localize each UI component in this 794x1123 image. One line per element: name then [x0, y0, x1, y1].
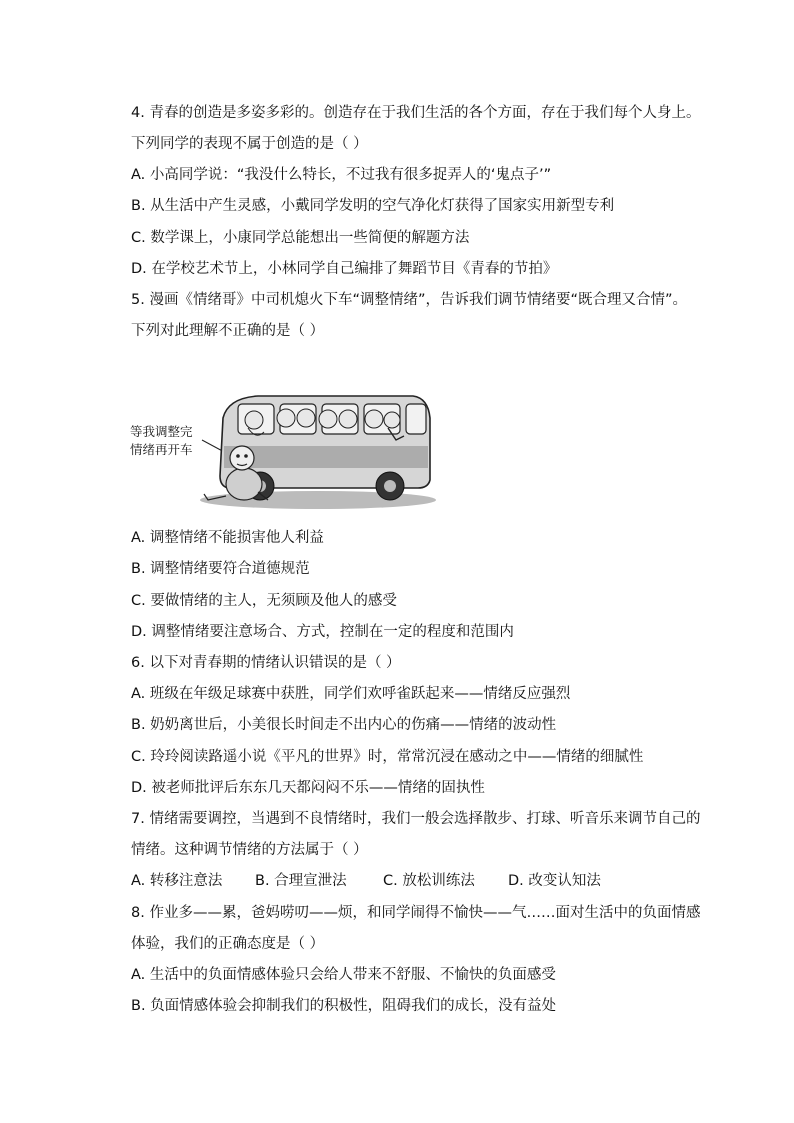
q7-option-c: C. 放松训练法 [383, 873, 475, 889]
cartoon-caption-line1: 等我调整完 [130, 424, 193, 439]
bus-stripe [224, 446, 428, 468]
q5-option-c: C. 要做情绪的主人，无须顾及他人的感受 [131, 593, 397, 609]
q8-stem-line1: 8. 作业多——累，爸妈唠叨——烦，和同学闹得不愉快——气……面对生活中的负面情感 [131, 905, 701, 921]
q4-option-c: C. 数学课上，小康同学总能想出一些简便的解题方法 [131, 230, 470, 246]
q4-option-d: D. 在学校艺术节上，小林同学自己编排了舞蹈节目《青春的节拍》 [131, 261, 558, 277]
q6-option-d: D. 被老师批评后东东几天都闷闷不乐——情绪的固执性 [131, 780, 485, 796]
q8-stem-line2: 体验，我们的正确态度是（ ） [131, 936, 325, 952]
q4-option-b: B. 从生活中产生灵感，小戴同学发明的空气净化灯获得了国家实用新型专利 [131, 198, 615, 214]
q4-option-a: A. 小高同学说：“我没什么特长，不过我有很多捉弄人的‘鬼点子’” [131, 167, 552, 183]
cartoon-caption-line2: 情绪再开车 [130, 442, 193, 457]
q8-option-a: A. 生活中的负面情感体验只会给人带来不舒服、不愉快的负面感受 [131, 967, 556, 983]
q7-option-d: D. 改变认知法 [508, 873, 601, 889]
bus-cartoon-illustration [128, 388, 438, 512]
q5-option-a: A. 调整情绪不能损害他人利益 [131, 530, 324, 546]
q7-stem-line1: 7. 情绪需要调控，当遇到不良情绪时，我们一般会选择散步、打球、听音乐来调节自己的 [131, 811, 701, 827]
q7-option-b: B. 合理宣泄法 [255, 873, 347, 889]
q4-stem-line2: 下列同学的表现不属于创造的是（ ） [131, 136, 368, 152]
q4-stem-line1: 4. 青春的创造是多姿多彩的。创造存在于我们生活的各个方面，存在于我们每个人身上。 [131, 105, 701, 121]
q6-option-c: C. 玲玲阅读路遥小说《平凡的世界》时，常常沉浸在感动之中——情绪的细腻性 [131, 749, 644, 765]
q6-option-b: B. 奶奶离世后，小美很长时间走不出内心的伤痛——情绪的波动性 [131, 717, 557, 733]
q5-stem-line1: 5. 漫画《情绪哥》中司机熄火下车“调整情绪”，告诉我们调节情绪要“既合理又合情”。 [131, 292, 687, 308]
q5-stem-line2: 下列对此理解不正确的是（ ） [131, 323, 325, 339]
q6-stem: 6. 以下对青春期的情绪认识错误的是（ ） [131, 655, 401, 671]
q7-stem-line2: 情绪。这种调节情绪的方法属于（ ） [131, 842, 368, 858]
q5-option-b: B. 调整情绪要符合道德规范 [131, 561, 310, 577]
q8-option-b: B. 负面情感体验会抑制我们的积极性，阻碍我们的成长，没有益处 [131, 998, 557, 1014]
q5-option-d: D. 调整情绪要注意场合、方式，控制在一定的程度和范围内 [131, 624, 514, 640]
q6-option-a: A. 班级在年级足球赛中获胜，同学们欢呼雀跃起来——情绪反应强烈 [131, 686, 571, 702]
q7-option-a: A. 转移注意法 [131, 873, 223, 889]
